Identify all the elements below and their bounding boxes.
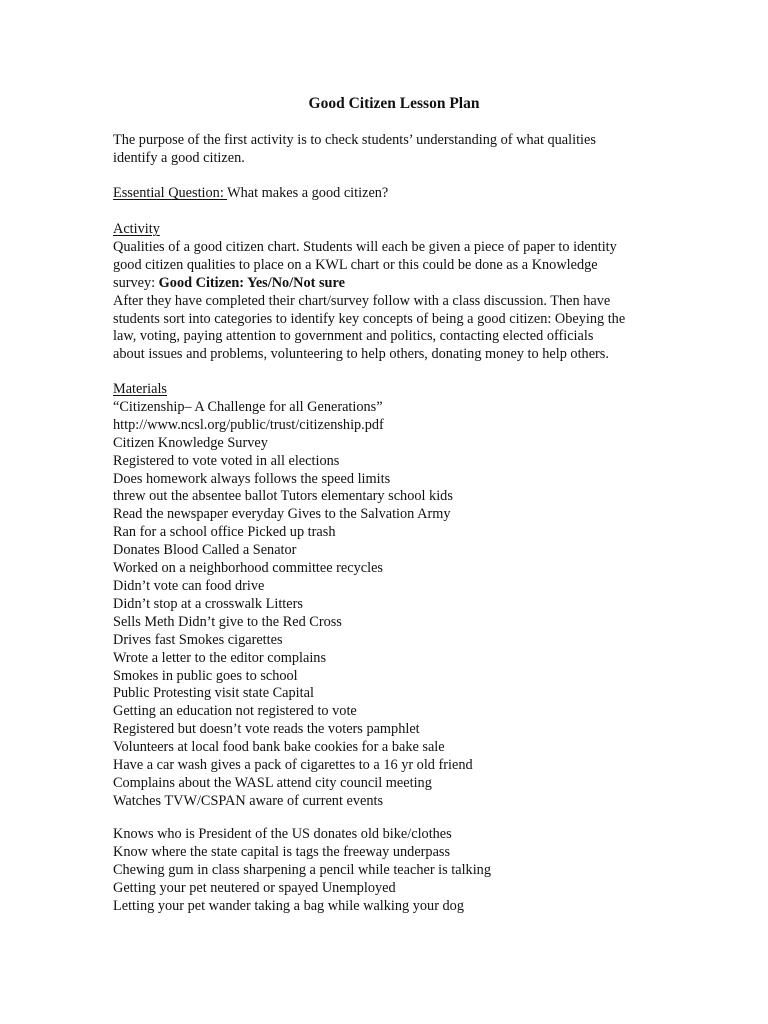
materials-item: Getting an education not registered to vote <box>113 703 357 720</box>
materials-item: “Citizenship– A Challenge for all Generations” <box>113 398 383 415</box>
discussion-line: After they have completed their chart/survey follow with a class discussion. Then have <box>113 292 611 309</box>
materials-item: Ran for a school office Picked up trash <box>113 524 336 541</box>
activity-line: good citizen qualities to place on a KWL chart or this could be done as a Knowledge <box>113 256 598 273</box>
activity-line: Qualities of a good citizen chart. Students will each be given a piece of paper to identity <box>113 238 617 255</box>
materials-item: Complains about the WASL attend city council meeting <box>113 774 432 791</box>
materials-section-continued <box>113 826 673 916</box>
survey-options: Good Citizen: Yes/No/Not sure <box>158 274 345 291</box>
materials-item: Does homework always follows the speed limits <box>113 470 391 487</box>
materials-item: Chewing gum in class sharpening a pencil while teacher is talking <box>113 861 491 878</box>
activity-heading: Activity <box>113 221 160 237</box>
activity-section <box>113 221 673 364</box>
materials-item: Watches TVW/CSPAN aware of current events <box>113 792 384 809</box>
materials-item: Know where the state capital is tags the freeway underpass <box>113 843 451 860</box>
materials-item: Public Protesting visit state Capital <box>113 685 314 702</box>
discussion-line: students sort into categories to identify key concepts of being a good citizen: Obeying the <box>113 310 626 327</box>
intro-line: The purpose of the first activity is to check students’ understanding of what qualities <box>113 132 596 148</box>
materials-item: Have a car wash gives a pack of cigarettes to a 16 yr old friend <box>113 757 473 774</box>
materials-item: Wrote a letter to the editor complains <box>113 649 327 666</box>
essential-question-text: What makes a good citizen? <box>227 185 389 201</box>
materials-section <box>113 381 673 811</box>
discussion-line: about issues and problems, volunteering to help others, donating money to help others. <box>113 346 609 363</box>
materials-item: Knows who is President of the US donates old bike/clothes <box>113 826 452 842</box>
materials-item: Didn’t stop at a crosswalk Litters <box>113 595 303 612</box>
materials-item: Read the newspaper everyday Gives to the Salvation Army <box>113 506 451 523</box>
survey-prefix: survey: <box>113 274 159 291</box>
materials-item: Volunteers at local food bank bake cookies for a bake sale <box>113 739 445 756</box>
materials-heading: Materials <box>113 381 167 397</box>
materials-item: Worked on a neighborhood committee recycles <box>113 560 383 577</box>
materials-item: Letting your pet wander taking a bag while walking your dog <box>113 897 464 914</box>
essential-question <box>113 185 673 203</box>
essential-question-label: Essential Question: <box>113 185 228 201</box>
materials-item: Donates Blood Called a Senator <box>113 542 297 559</box>
materials-item: Getting your pet neutered or spayed Unemployed <box>113 879 396 896</box>
discussion-line: law, voting, paying attention to government and politics, contacting elected officials <box>113 328 594 345</box>
materials-link: http://www.ncsl.org/public/trust/citizenship.pdf <box>113 416 384 433</box>
materials-item: Drives fast Smokes cigarettes <box>113 631 283 648</box>
materials-item: Didn’t vote can food drive <box>113 577 265 594</box>
materials-item: threw out the absentee ballot Tutors elementary school kids <box>113 488 453 505</box>
materials-item: Sells Meth Didn’t give to the Red Cross <box>113 613 342 630</box>
intro-paragraph <box>113 132 673 168</box>
materials-item: Smokes in public goes to school <box>113 667 298 684</box>
materials-item: Citizen Knowledge Survey <box>113 434 268 451</box>
document-title: Good Citizen Lesson Plan <box>308 95 480 112</box>
materials-item: Registered but doesn’t vote reads the voters pamphlet <box>113 721 420 738</box>
intro-line: identify a good citizen. <box>113 149 245 166</box>
materials-item: Registered to vote voted in all elections <box>113 452 340 469</box>
